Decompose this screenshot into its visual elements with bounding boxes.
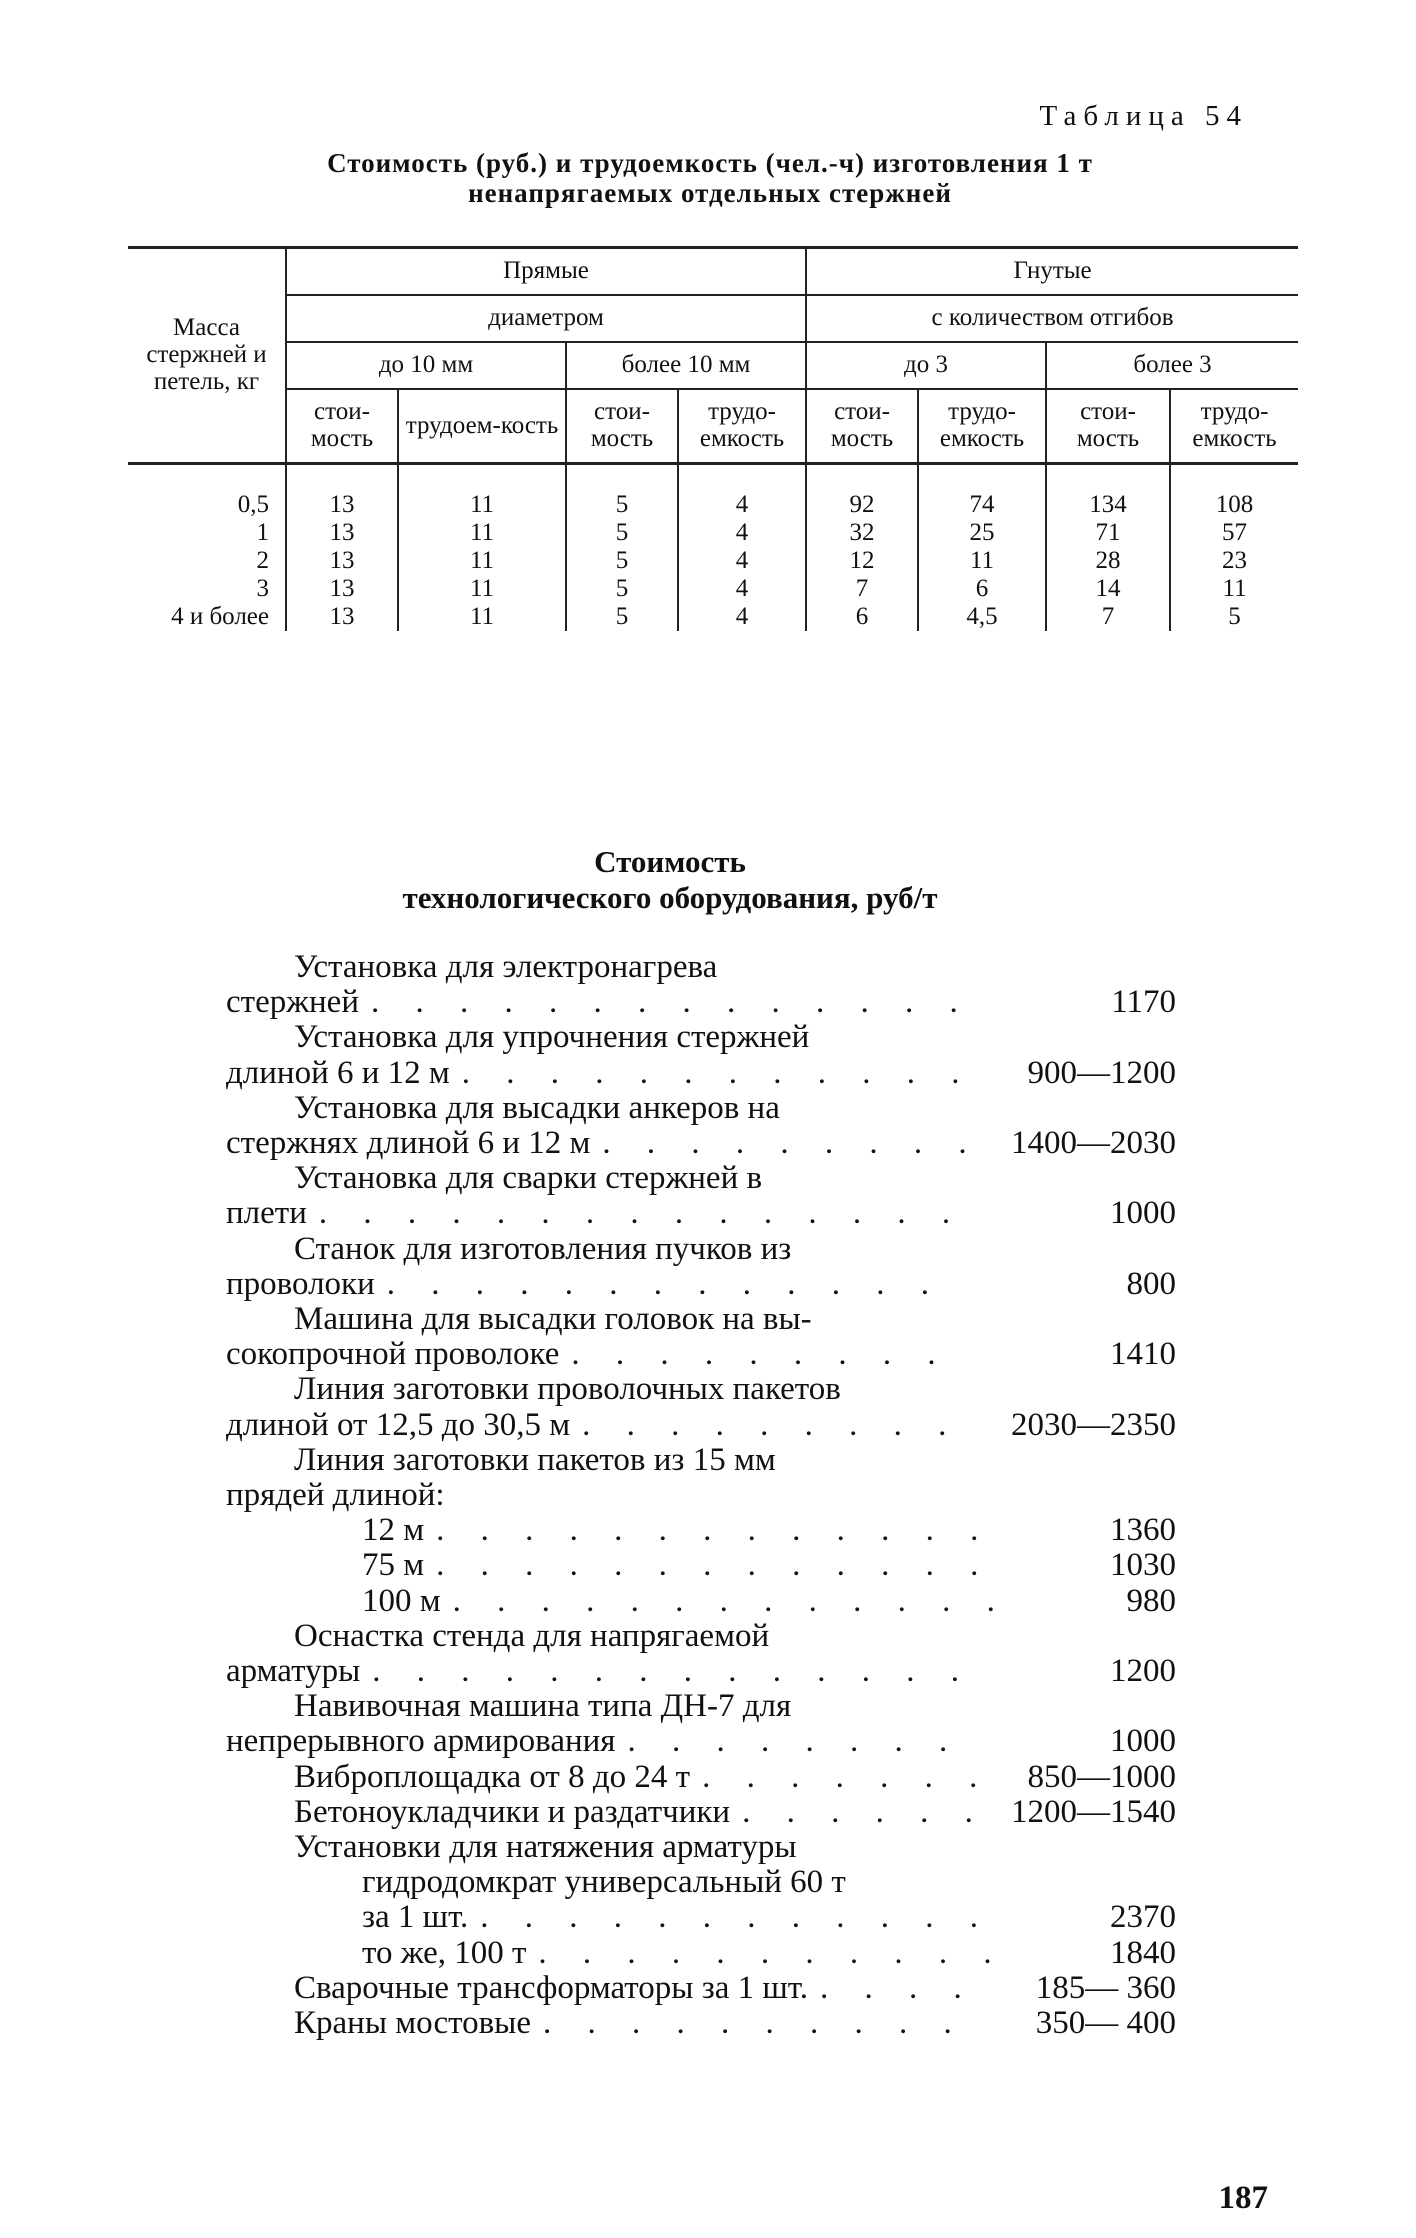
labor-cell: 23 [1170,547,1298,575]
table-row [128,519,1298,547]
leader-dots [441,1584,996,1619]
equipment-value: 350— 400 [1035,2005,1176,2042]
over3-header: более 3 [1046,342,1298,389]
equipment-label: Станок для изготовления пучков из [294,1231,792,1267]
equipment-value [981,1619,1176,1654]
equipment-line [226,1513,1176,1548]
table-title-line2: ненапрягаемых отдельных стержней [468,178,952,208]
equipment-value [966,1478,1176,1513]
mass-cell: 4 и более [171,603,269,630]
cost-cell: 134 [1046,464,1170,520]
equipment-value [981,1372,1176,1407]
equipment-value: 1030 [1110,1547,1176,1584]
equipment-line [226,1161,1176,1196]
equipment-line [226,1232,1176,1267]
equipment-line [226,1091,1176,1126]
equipment-value [981,1443,1176,1478]
equipment-line [226,1936,1176,1971]
equipment-line [226,1865,1176,1900]
cost-cell: 5 [566,519,678,547]
labor-header: трудоем-кость [398,389,566,464]
table-row [128,575,1298,603]
equipment-line [226,1760,1176,1795]
labor-cell: 11 [398,575,566,603]
diameter-header: диаметром [286,295,806,342]
equipment-value: 1360 [1110,1512,1176,1549]
equipment-value: 1200—1540 [1011,1793,1176,1830]
equipment-value [981,1302,1176,1337]
leader-dots [468,1900,996,1935]
equipment-line [226,1900,1176,1935]
equipment-label: за 1 шт. [362,1900,469,1936]
equipment-line [226,1795,1176,1830]
equipment-label: Установка для электронагрева [294,950,718,985]
equipment-value [981,1689,1176,1724]
labor-cell: 11 [398,603,566,631]
cost-cell: 7 [806,575,918,603]
leader-dots [450,1056,966,1091]
equipment-label: сокопрочной проволоке [226,1337,560,1373]
equipment-label: длиной от 12,5 до 30,5 м [226,1407,571,1443]
equipment-value: 1200 [1110,1653,1176,1690]
cost-cell: 13 [286,464,398,520]
equipment-value: 1170 [1111,984,1176,1021]
labor-cell: 108 [1170,464,1298,520]
group-straight-header: Прямые [286,248,806,296]
cost-cell: 5 [566,547,678,575]
labor-cell: 11 [1170,575,1298,603]
equipment-label: длиной 6 и 12 м [226,1055,450,1091]
cost-header: стои-мость [1046,389,1170,464]
table-label: Таблица 54 [1039,100,1248,132]
labor-cell: 11 [918,547,1046,575]
equipment-line [226,1267,1176,1302]
equipment-line [226,1619,1176,1654]
equipment-line [226,950,1176,985]
cost-header: стои-мость [806,389,918,464]
mass-cell: 1 [256,519,269,546]
labor-cell: 4 [678,464,806,520]
cost-cell: 5 [566,603,678,631]
leader-dots [360,1654,966,1689]
equipment-line [226,1408,1176,1443]
equipment-label: стержнях длиной 6 и 12 м [226,1126,591,1162]
cost-cell: 13 [286,575,398,603]
equipment-label: проволоки [226,1266,375,1302]
equipment-line [226,1548,1176,1583]
leader-dots [590,1126,966,1161]
equipment-value: 2030—2350 [1011,1406,1176,1443]
leader-dots [808,1971,981,2006]
equipment-label: то же, 100 т [362,1935,527,1971]
mass-cell: 2 [256,547,269,574]
labor-cell: 4 [678,603,806,631]
equipment-value: 800 [1126,1265,1176,1302]
table-title-line1: Стоимость (руб.) и трудоемкость (чел.-ч) изготовления 1 т [327,148,1093,178]
equipment-label: 100 м [362,1583,441,1619]
equipment-line [226,1478,1176,1513]
labor-cell: 4 [678,519,806,547]
labor-cell: 25 [918,519,1046,547]
equipment-line [226,985,1176,1020]
cost-cell: 12 [806,547,918,575]
cost-cell: 7 [1046,603,1170,631]
labor-cell: 11 [398,547,566,575]
equipment-line [226,1302,1176,1337]
cost-cell: 5 [566,575,678,603]
table-row [128,547,1298,575]
equipment-value: 850—1000 [1027,1758,1176,1795]
equipment-line [226,1654,1176,1689]
equipment-line [226,1830,1176,1865]
labor-cell: 4,5 [918,603,1046,631]
labor-cell: 11 [398,464,566,520]
page-number: 187 [1218,2180,1268,2216]
leader-dots [375,1267,966,1302]
equipment-label: Сварочные трансформаторы за 1 шт. [294,1970,808,2006]
labor-header: трудо-емкость [918,389,1046,464]
equipment-value [981,1020,1176,1055]
equipment-value: 2370 [1110,1899,1176,1936]
leader-dots [531,2006,981,2041]
mass-cell: 3 [256,575,269,602]
equipment-label: стержней [226,985,359,1021]
equipment-value: 980 [1126,1582,1176,1619]
equipment-label: непрерывного армирования [226,1724,616,1760]
leader-dots [424,1548,996,1583]
equipment-label: Установка для упрочнения стержней [294,1020,810,1056]
labor-cell: 6 [918,575,1046,603]
equipment-list [226,950,1176,2041]
equipment-line [226,1724,1176,1759]
equipment-value: 1000 [1110,1723,1176,1760]
equipment-line [226,1584,1176,1619]
cost-header: стои-мость [566,389,678,464]
equipment-line [226,2006,1176,2041]
equipment-label: плети [226,1196,307,1232]
equipment-line [226,1126,1176,1161]
equipment-label: Навивочная машина типа ДН-7 для [294,1689,792,1725]
equipment-label: арматуры [226,1654,361,1690]
cost-cell: 13 [286,603,398,631]
table-row [128,603,1298,631]
equipment-line [226,1443,1176,1478]
leader-dots [526,1936,996,1971]
leader-dots [730,1795,981,1830]
equipment-label: гидродомкрат универсальный 60 т [362,1865,846,1901]
equipment-value [981,950,1176,985]
leader-dots [359,985,966,1020]
equipment-label: Краны мостовые [294,2006,531,2042]
equipment-title [320,844,1020,916]
equipment-label: 75 м [362,1548,425,1584]
table-row [128,464,1298,520]
upto3-header: до 3 [806,342,1046,389]
equipment-label: 12 м [362,1513,425,1549]
equipment-value: 1840 [1110,1934,1176,1971]
cost-labor-table [128,246,1298,631]
equipment-line [226,1689,1176,1724]
equipment-label: Установка для высадки анкеров на [294,1090,780,1126]
equipment-value [981,1830,1176,1865]
leader-dots [559,1337,966,1372]
cost-cell: 71 [1046,519,1170,547]
equipment-line [226,1196,1176,1231]
equipment-title-line2: технологического оборудования, руб/т [402,880,938,915]
leader-dots [690,1760,981,1795]
group-bent-header: Гнутые [806,248,1298,296]
equipment-label: Машина для высадки головок на вы- [294,1302,812,1338]
cost-cell: 28 [1046,547,1170,575]
equipment-value: 1000 [1110,1195,1176,1232]
cost-cell: 6 [806,603,918,631]
equipment-label: Линия заготовки проволочных пакетов [294,1372,841,1408]
labor-cell: 74 [918,464,1046,520]
equipment-label: Виброплощадка от 8 до 24 т [294,1759,691,1795]
equipment-label: Оснастка стенда для напрягаемой [294,1618,770,1654]
equipment-line [226,1372,1176,1407]
labor-cell: 4 [678,547,806,575]
labor-cell: 4 [678,575,806,603]
cost-cell: 14 [1046,575,1170,603]
equipment-title-line1: Стоимость [594,844,746,879]
labor-cell: 11 [398,519,566,547]
leader-dots [424,1513,996,1548]
labor-cell: 5 [1170,603,1298,631]
upto10-header: до 10 мм [286,342,566,389]
equipment-line [226,1337,1176,1372]
cost-cell: 13 [286,547,398,575]
equipment-label: Линия заготовки пакетов из 15 мм [294,1442,776,1478]
over10-header: более 10 мм [566,342,806,389]
equipment-value [981,1161,1176,1196]
bends-header: с количеством отгибов [806,295,1298,342]
leader-dots [615,1724,966,1759]
equipment-line [226,1020,1176,1055]
labor-cell: 57 [1170,519,1298,547]
cost-cell: 13 [286,519,398,547]
equipment-line [226,1971,1176,2006]
mass-cell: 0,5 [237,491,269,518]
cost-cell: 32 [806,519,918,547]
equipment-value: 900—1200 [1027,1054,1176,1091]
cost-cell: 92 [806,464,918,520]
row-header: Масса стержней и петель, кг [128,248,286,464]
labor-header: трудо-емкость [678,389,806,464]
equipment-value: 1400—2030 [1011,1125,1176,1162]
equipment-value [981,1091,1176,1126]
labor-header: трудо-емкость [1170,389,1298,464]
leader-dots [307,1196,966,1231]
table-body [128,464,1298,632]
leader-dots [570,1408,966,1443]
cost-header: стои-мость [286,389,398,464]
table-title [150,148,1270,208]
equipment-label: Установки для натяжения арматуры [294,1830,797,1866]
cost-cell: 5 [566,464,678,520]
equipment-label: Бетоноукладчики и раздатчики [294,1794,731,1830]
equipment-value: 185— 360 [1035,1969,1176,2006]
equipment-value: 1410 [1110,1336,1176,1373]
equipment-value [981,1232,1176,1267]
equipment-label: прядей длиной: [226,1478,445,1514]
equipment-line [226,1056,1176,1091]
equipment-label: Установка для сварки стержней в [294,1161,763,1197]
equipment-value [996,1865,1176,1900]
